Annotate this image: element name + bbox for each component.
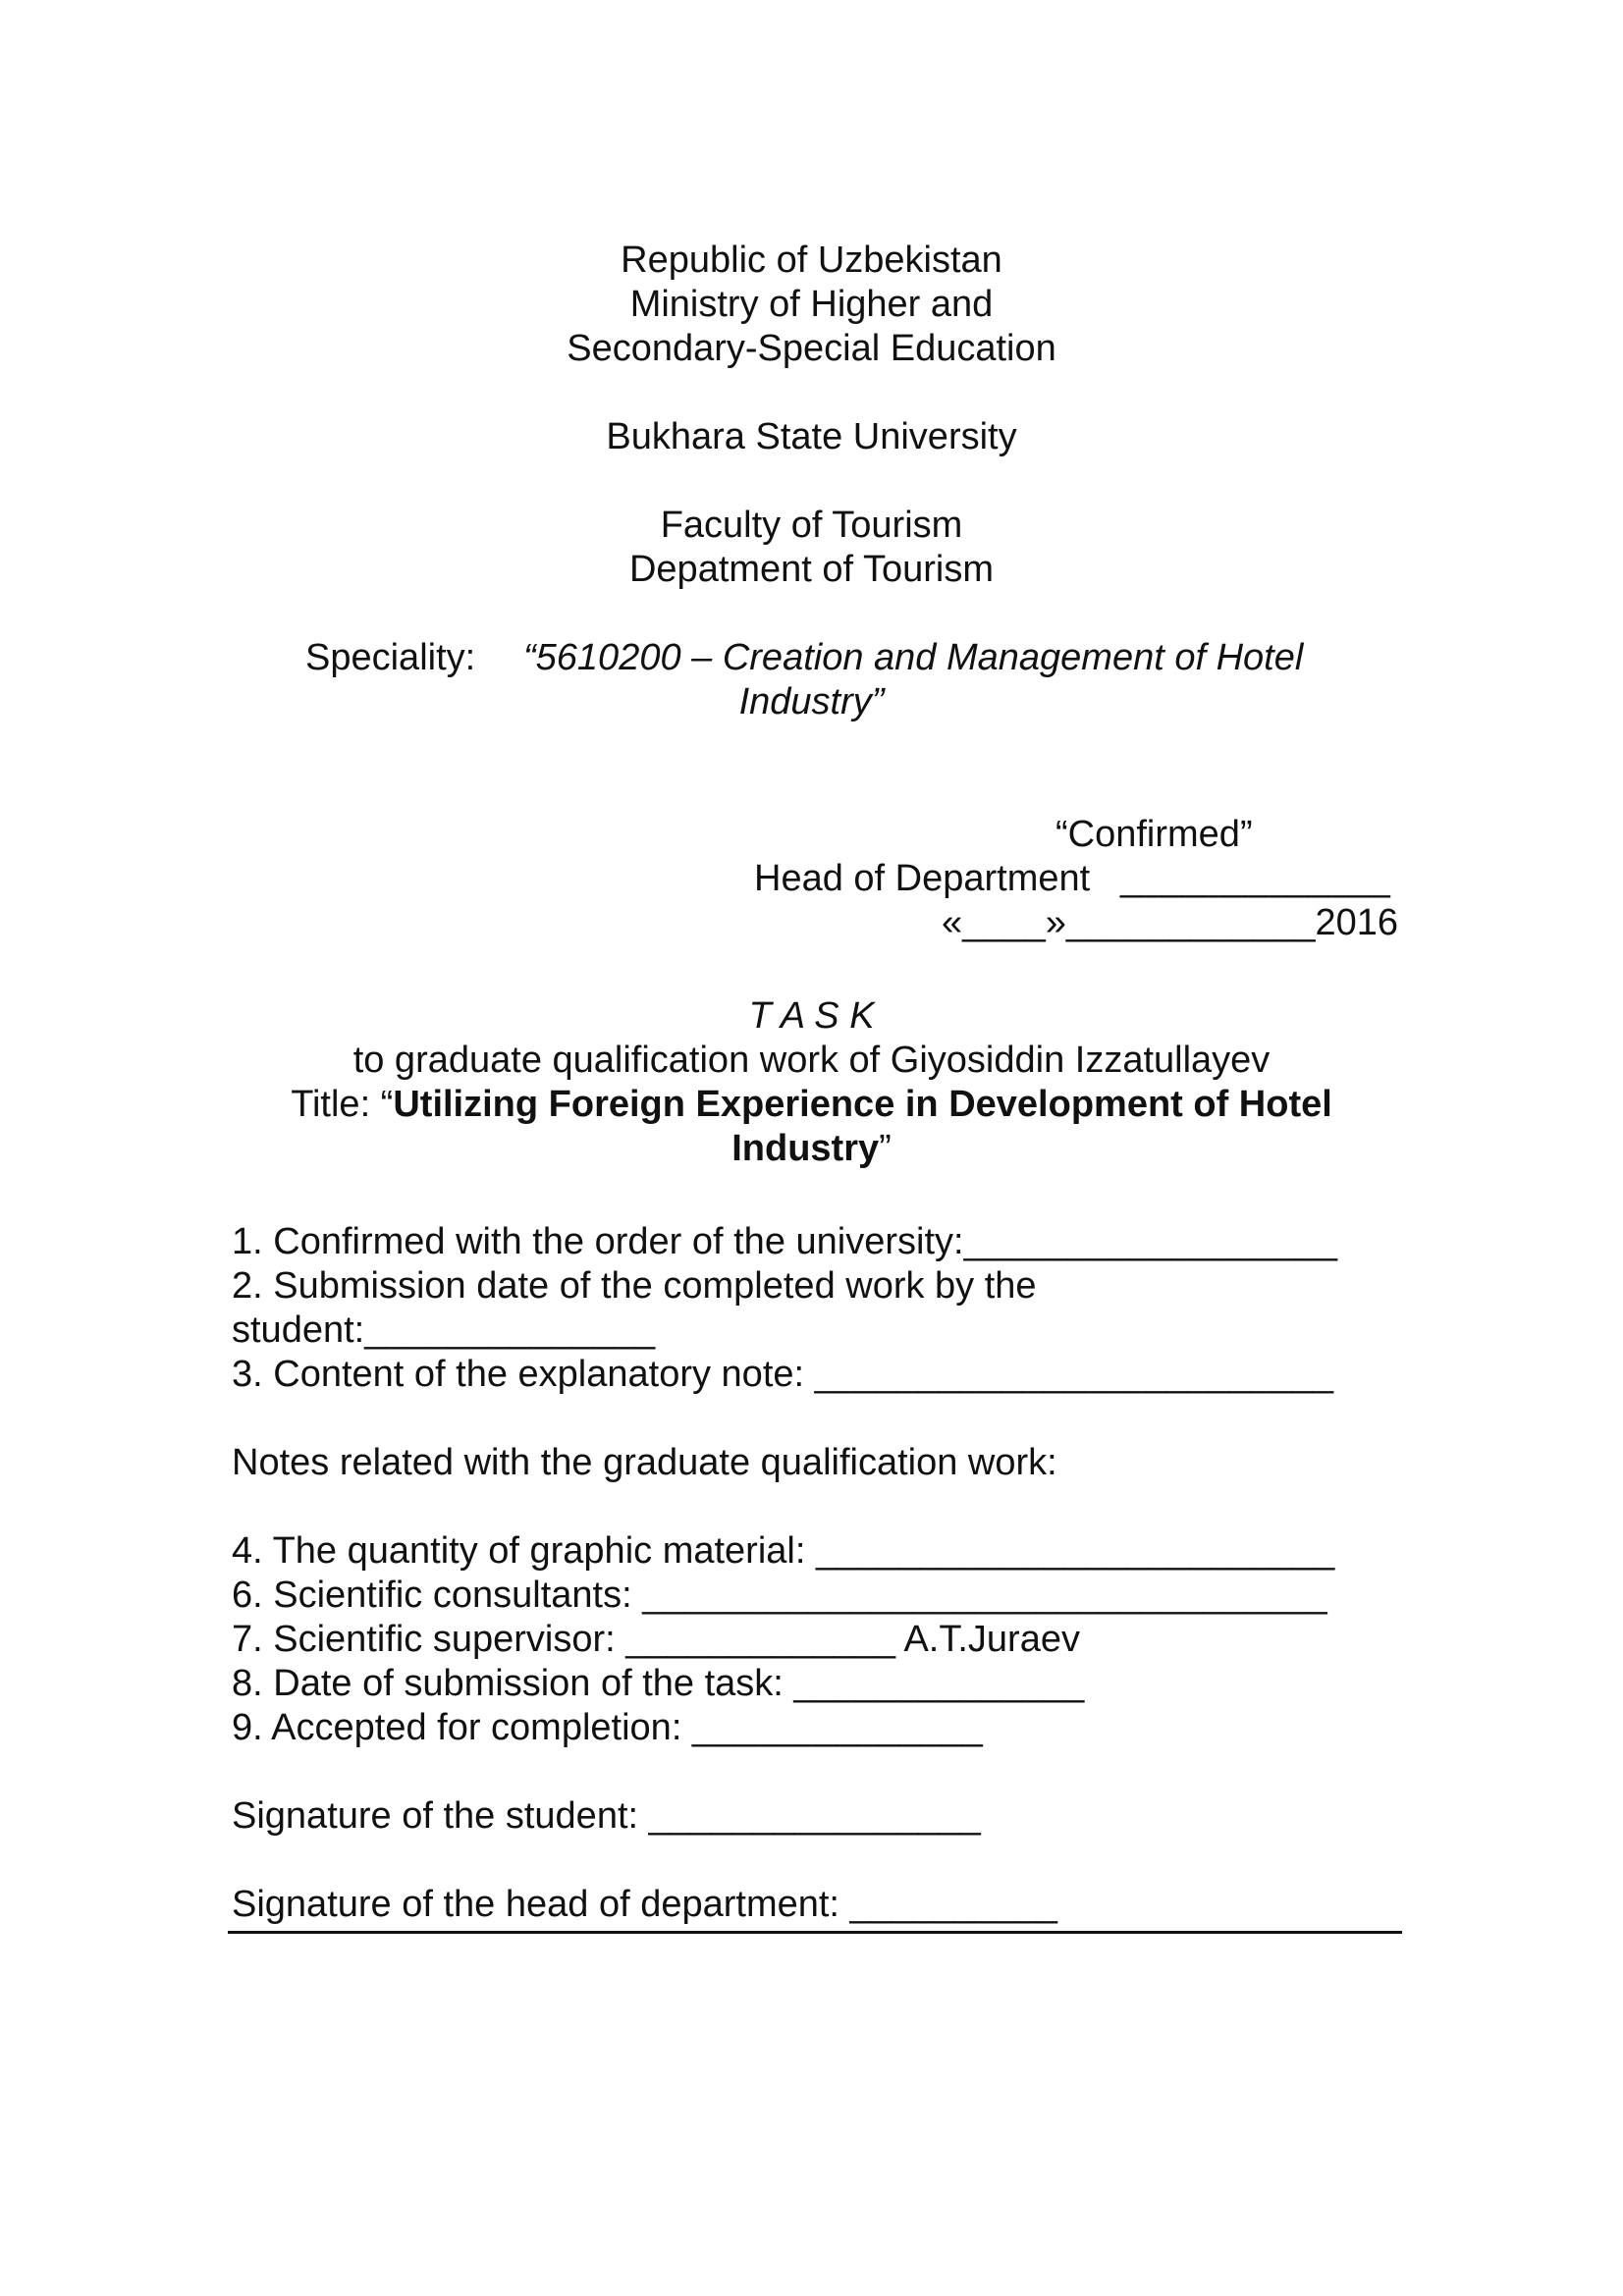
item-3: 3. Content of the explanatory note: _________________________ — [232, 1354, 1333, 1395]
title-prefix: Title: “ — [291, 1084, 394, 1125]
speciality-value-line-1: “5610200 – Creation and Management of Hotel — [523, 637, 1304, 678]
country-line: Republic of Uzbekistan — [621, 240, 1002, 281]
task-title-line-1 — [0, 1083, 1623, 1127]
head-of-department-label: Head of Department — [754, 858, 1091, 899]
item-6: 6. Scientific consultants: _________________________________ — [232, 1575, 1327, 1616]
faculty-name: Faculty of Tourism — [660, 505, 963, 546]
bottom-rule — [228, 1931, 1402, 1934]
title-bold-line-1: Utilizing Foreign Experience in Development of Hotel — [393, 1084, 1332, 1125]
task-subtitle: to graduate qualification work of Giyosiddin Izzatullayev — [352, 1040, 1271, 1081]
item-2-line-1: 2. Submission date of the completed work by the — [232, 1265, 1037, 1307]
item-7: 7. Scientific supervisor: _____________ A.T.Juraev — [232, 1619, 1080, 1660]
department-name: Depatment of Tourism — [628, 549, 995, 590]
task-title-line-2 — [0, 1127, 1623, 1171]
title-bold-line-2: Industry — [731, 1128, 880, 1169]
item-4: 4. The quantity of graphic material: _________________________ — [232, 1530, 1335, 1572]
confirmation-date-line: «____»____________2016 — [942, 902, 1398, 943]
ministry-line-2: Secondary-Special Education — [567, 328, 1056, 369]
item-2-line-2: student:______________ — [232, 1309, 656, 1351]
student-signature: Signature of the student: ________________ — [232, 1795, 981, 1837]
item-8: 8. Date of submission of the task: ______________ — [232, 1663, 1085, 1704]
speciality-label: Speciality: — [305, 637, 476, 678]
university-name: Bukhara State University — [606, 416, 1017, 457]
confirmed-label: “Confirmed” — [1055, 814, 1253, 855]
title-suffix: ” — [879, 1128, 892, 1169]
item-1: 1. Confirmed with the order of the university:__________________ — [232, 1221, 1337, 1262]
task-heading: T A S K — [748, 995, 875, 1037]
ministry-line-1: Ministry of Higher and — [629, 284, 994, 325]
head-signature: Signature of the head of department: __________ — [232, 1884, 1057, 1925]
head-signature-blank: _____________ — [1120, 858, 1390, 899]
item-9: 9. Accepted for completion: ______________ — [232, 1707, 983, 1748]
speciality-value-line-2: Industry” — [738, 681, 885, 722]
notes-heading: Notes related with the graduate qualification work: — [232, 1442, 1057, 1483]
